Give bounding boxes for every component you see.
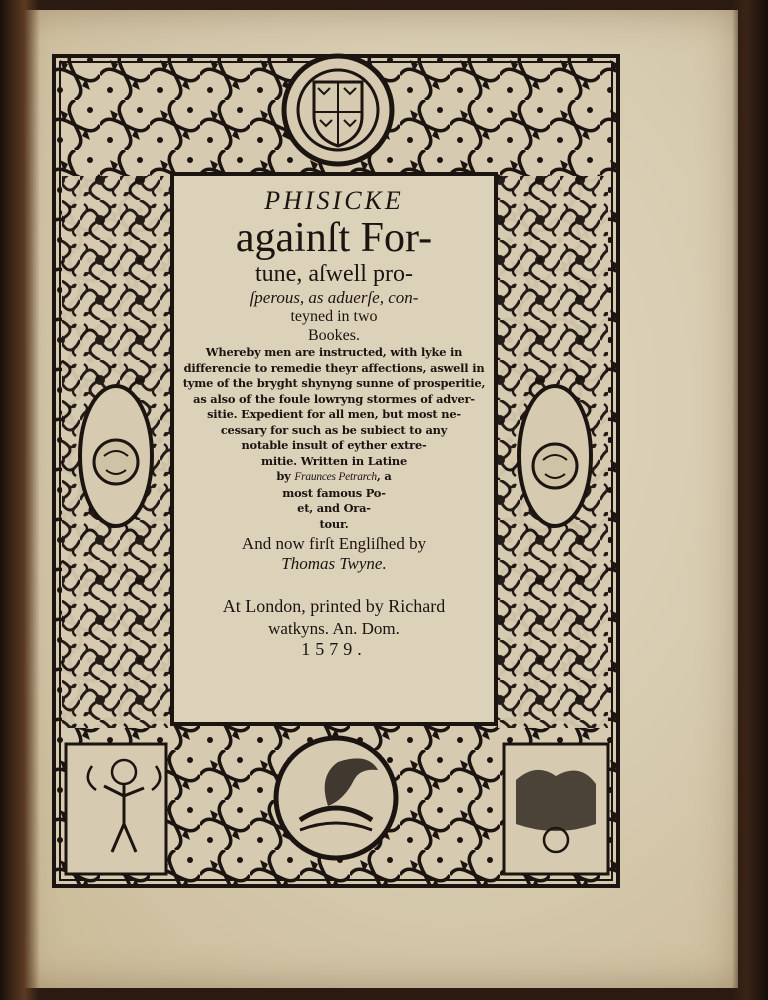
author-desc-line: tour. <box>319 516 349 531</box>
description-line: notable insult of eyther extre- <box>241 438 427 452</box>
description-line: differencie to remedie theyr affections, aswell in <box>183 360 485 375</box>
description-line: tyme of the bryght shynyng sunne of prosperitie, <box>182 376 486 390</box>
description-line: as also of the foule lowryng stormes of adver- <box>193 391 475 406</box>
translator-name: Thomas Twyne. <box>281 554 387 573</box>
title-text-block <box>176 178 492 720</box>
author-desc-line: most famous Po- <box>282 485 386 500</box>
title-line-3: tune, aſwell pro- <box>255 261 413 287</box>
title-line-2: againſt For- <box>235 215 433 261</box>
author-suffix: , a <box>376 469 392 483</box>
title-line-6: Bookes. <box>308 327 360 344</box>
description-line: cessary for such as be subiect to any <box>220 422 448 437</box>
author-name: Fraunces Petrarch <box>294 471 377 483</box>
author-prefix: by <box>276 469 291 483</box>
description-line: mitie. Written in Latine <box>260 453 408 468</box>
imprint-line-2: watkyns. An. Dom. <box>268 619 400 638</box>
translation-line: And now firſt Engliſhed by <box>241 534 427 553</box>
title-line-4: ſperous, as aduerſe, con- <box>249 288 419 307</box>
author-desc-line: et, and Ora- <box>297 501 371 515</box>
title-line-5: teyned in two <box>290 308 378 325</box>
description-block <box>176 345 492 532</box>
imprint-year: 1579. <box>301 639 367 659</box>
description-line: Whereby men are instructed, with lyke in <box>205 345 463 359</box>
imprint-line-1: At London, printed by Richard <box>222 596 446 616</box>
description-line: sitie. Expedient for all men, but most ne- <box>207 407 461 421</box>
title-phisicke: PHISICKE <box>264 186 404 215</box>
author-line <box>176 469 492 486</box>
